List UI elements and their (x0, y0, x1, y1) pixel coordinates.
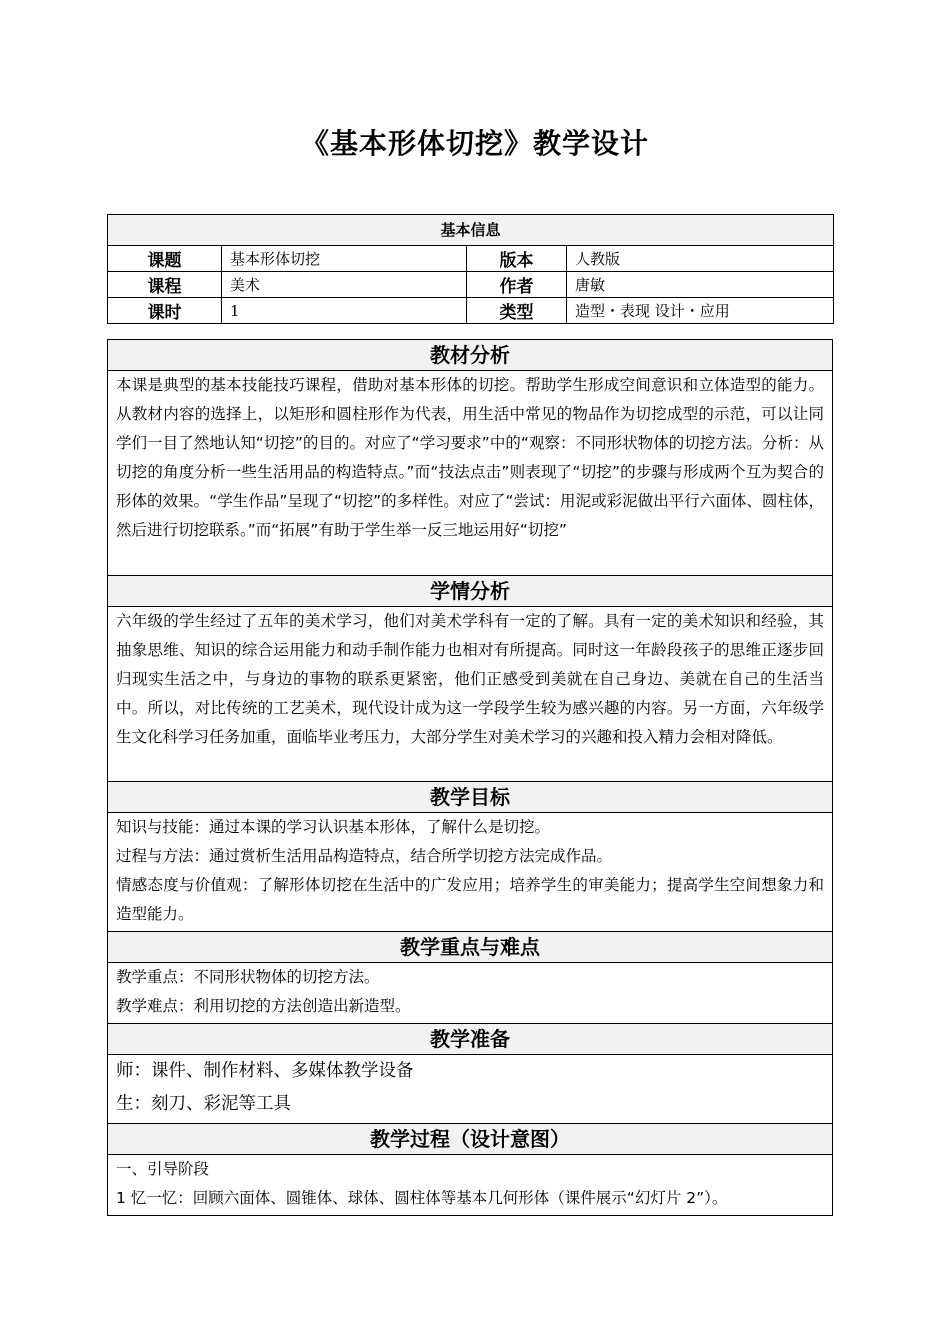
key-point: 教学重点：不同形状物体的切挖方法。 (116, 968, 380, 986)
teaching-goals-header: 教学目标 (108, 782, 833, 813)
student-analysis-header: 学情分析 (108, 576, 833, 607)
preparation-body (108, 1055, 833, 1124)
key-points-header: 教学重点与难点 (108, 932, 833, 963)
label-edition: 版本 (467, 246, 567, 272)
value-author: 唐敏 (567, 272, 834, 298)
goal-attitude: 情感态度与价值观：了解形体切挖在生活中的广发应用；培养学生的审美能力；提高学生空间想象力和造型能力。 (116, 876, 824, 923)
value-periods: 1 (222, 298, 467, 324)
lesson-plan-table (107, 339, 833, 1216)
difficult-point: 教学难点：利用切挖的方法创造出新造型。 (116, 997, 411, 1015)
value-subject: 基本形体切挖 (222, 246, 467, 272)
student-analysis-text: 六年级的学生经过了五年的美术学习，他们对美术学科有一定的了解。具有一定的美术知识和经验，其抽象思维、知识的综合运用能力和动手制作能力也相对有所提高。同时这一年龄段孩子的思维正逐步回归现实生活之中，与身边的事物的联系更紧密，他们正感受到美就在自己身边、美就在自己的生活当中。所以，对比传统的工艺美术，现代设计成为这一学段学生较为感兴趣的内容。另一方面，六年级学生文化科学习任务加重，面临毕业考压力，大部分学生对美术学习的兴趣和投入精力会相对降低。 (116, 612, 824, 746)
teaching-process-header: 教学过程（设计意图） (108, 1124, 833, 1155)
teaching-process-body (108, 1155, 833, 1216)
label-periods: 课时 (108, 298, 222, 324)
textbook-analysis-body (108, 371, 833, 576)
table-row (108, 298, 834, 324)
value-course: 美术 (222, 272, 467, 298)
preparation-header: 教学准备 (108, 1024, 833, 1055)
key-points-body (108, 963, 833, 1024)
document-title: 《基本形体切挖》教学设计 (300, 127, 649, 160)
basic-info-table (107, 214, 834, 324)
process-stage-title: 一、引导阶段 (116, 1160, 210, 1178)
goal-process: 过程与方法：通过赏析生活用品构造特点，结合所学切挖方法完成作品。 (116, 847, 613, 865)
value-edition: 人教版 (567, 246, 834, 272)
textbook-analysis-header: 教材分析 (108, 340, 833, 371)
table-row (108, 246, 834, 272)
textbook-analysis-text: 本课是典型的基本技能技巧课程，借助对基本形体的切挖。帮助学生形成空间意识和立体造型的能力。从教材内容的选择上，以矩形和圆柱形作为代表，用生活中常见的物品作为切挖成型的示范，可以让同学们一目了然地认知“切挖”的目的。对应了“学习要求”中的“观察：不同形状物体的切挖方法。分析：从切挖的角度分析一些生活用品的构造特点。”而“技法点击”则表现了“切挖”的步骤与形成两个互为契合的形体的效果。“学生作品”呈现了“切挖”的多样性。对应了“尝试：用泥或彩泥做出平行六面体、圆柱体，然后进行切挖联系。”而“拓展”有助于学生举一反三地运用好“切挖” (116, 376, 824, 539)
student-preparation: 生：刻刀、彩泥等工具 (116, 1094, 291, 1114)
table-row (108, 272, 834, 298)
teacher-preparation: 师：课件、制作材料、多媒体教学设备 (116, 1061, 414, 1081)
goal-knowledge: 知识与技能：通过本课的学习认识基本形体，了解什么是切挖。 (116, 818, 551, 836)
label-course: 课程 (108, 272, 222, 298)
label-author: 作者 (467, 272, 567, 298)
basic-info-header: 基本信息 (108, 215, 834, 246)
student-analysis-body (108, 607, 833, 782)
process-step: 1 忆一忆：回顾六面体、圆锥体、球体、圆柱体等基本几何形体（课件展示“幻灯片 2”）。 (116, 1189, 728, 1207)
label-type: 类型 (467, 298, 567, 324)
teaching-goals-body (108, 813, 833, 932)
label-subject: 课题 (108, 246, 222, 272)
value-type: 造型・表现 设计・应用 (567, 298, 834, 324)
